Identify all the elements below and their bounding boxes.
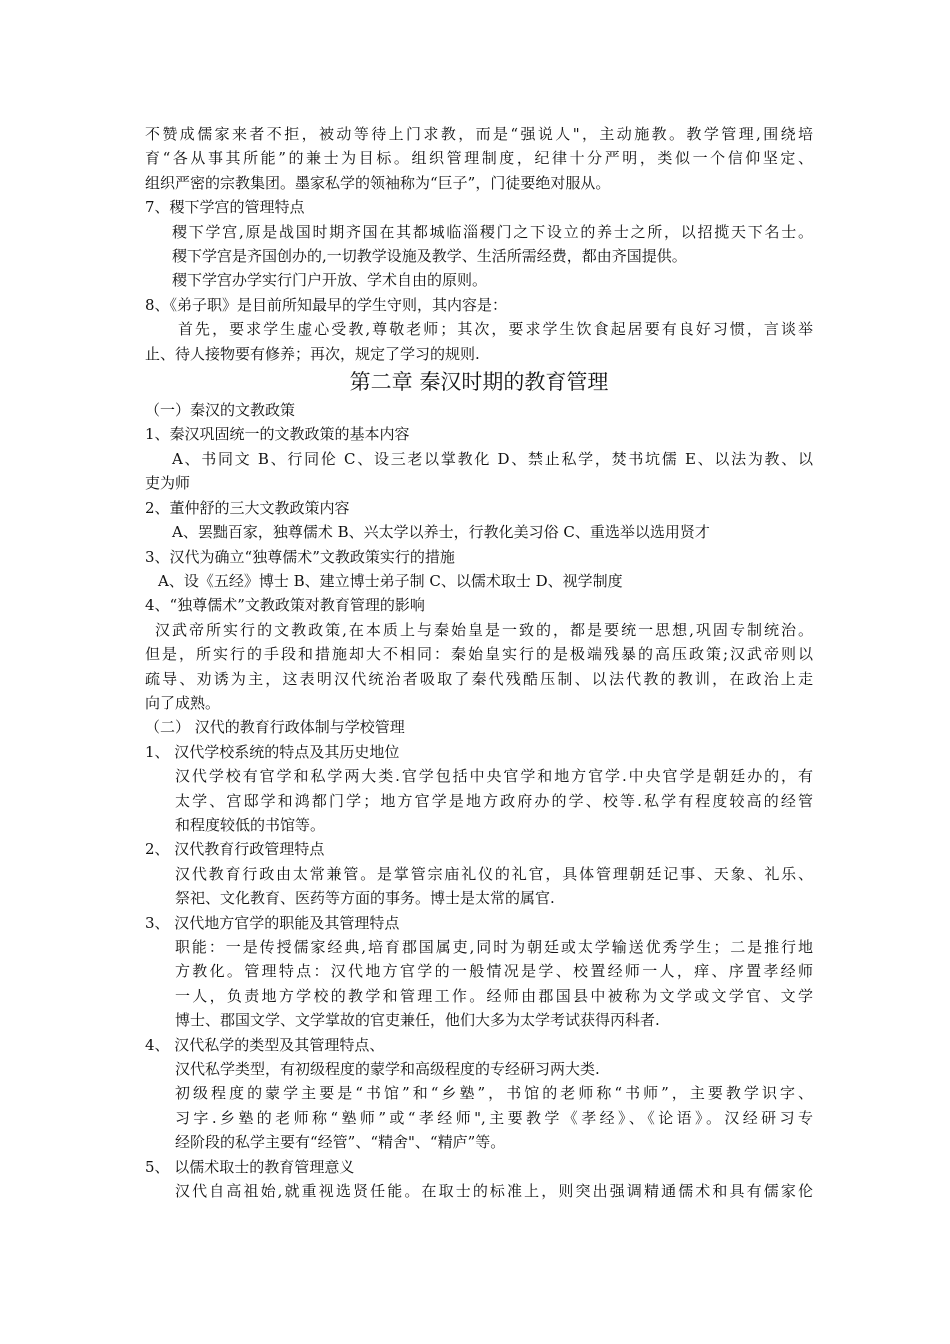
- paragraph-line: 稷下学宫是齐国创办的,一切教学设施及教学、生活所需经费，都由齐国提供。: [172, 247, 687, 266]
- paragraph-line: A、设《五经》博士 B、建立博士弟子制 C、以儒术取士 D、视学制度: [158, 571, 623, 590]
- section-heading: 2、董仲舒的三大文教政策内容: [145, 498, 350, 517]
- section-heading: 3、 汉代地方官学的职能及其管理特点: [145, 913, 400, 932]
- paragraph-line: 稷下学宫办学实行门户开放、学术自由的原则。: [172, 271, 488, 290]
- paragraph-line: 和程度较低的书馆等。: [175, 815, 326, 834]
- section-heading: 1、秦汉巩固统一的文教政策的基本内容: [145, 425, 410, 444]
- paragraph-line: 不赞成儒家来者不拒，被动等待上门求教，而是“强说人"，主动施教。教学管理,围绕培: [145, 125, 813, 143]
- paragraph-line: 方教化。管理特点：汉代地方官学的一般情况是学、校置经师一人，痒、序置孝经师: [175, 962, 813, 981]
- section-heading: 2、 汉代教育行政管理特点: [145, 840, 325, 859]
- paragraph-line: 太学、宫邸学和鸿都门学；地方官学是地方政府办的学、校等.私学有程度较高的经管: [175, 791, 813, 810]
- paragraph-line: 初级程度的蒙学主要是“书馆”和“乡塾”，书馆的老师称“书师”，主要教学识字、: [175, 1084, 813, 1103]
- section-heading: 1、 汉代学校系统的特点及其历史地位: [145, 742, 400, 761]
- section-heading: 8、《弟子职》是目前所知最早的学生守则，其内容是：: [145, 295, 508, 314]
- paragraph-line: 汉代教育行政由太常兼管。是掌管宗庙礼仪的礼官，具体管理朝廷记事、天象、礼乐、: [175, 864, 813, 883]
- paragraph-line: 一人，负责地方学校的教学和管理工作。经师由郡国县中被称为文学或文学官、文学: [175, 986, 813, 1005]
- paragraph-line: 吏为师: [145, 474, 191, 493]
- chapter-title: 第二章 秦汉时期的教育管理: [349, 370, 609, 395]
- section-heading: 3、汉代为确立“独尊儒术”文教政策实行的措施: [145, 547, 455, 566]
- paragraph-line: A、罢黜百家，独尊儒术 B、兴太学以养士，行教化美习俗 C、重选举以选用贤才: [172, 523, 710, 542]
- paragraph-line: 组织严密的宗教集团。墨家私学的领袖称为“巨子”，门徒要绝对服从。: [145, 173, 611, 192]
- section-heading: 4、 汉代私学的类型及其管理特点、: [145, 1035, 385, 1054]
- section-heading: 7、稷下学宫的管理特点: [145, 198, 305, 217]
- paragraph-line: 止、待人接物要有修养；再次，规定了学习的规则.: [145, 344, 480, 363]
- paragraph-line: 汉代学校有官学和私学两大类.官学包括中央官学和地方官学.中央官学是朝廷办的，有: [175, 767, 813, 786]
- paragraph-line: 首先，要求学生虚心受教,尊敬老师；其次，要求学生饮食起居要有良好习惯，言谈举: [178, 320, 813, 339]
- paragraph-line: 汉武帝所实行的文教政策,在本质上与秦始皇是一致的，都是要统一思想,巩固专制统治。: [155, 620, 813, 639]
- paragraph-line: A、书同文 B、行同伦 C、设三老以掌教化 D、禁止私学，焚书坑儒 E、以法为教、以: [172, 449, 813, 468]
- paragraph-line: 职能：一是传授儒家经典,培育郡国属吏,同时为朝廷或太学输送优秀学生；二是推行地: [175, 938, 813, 956]
- section-heading: 4、“独尊儒术”文教政策对教育管理的影响: [145, 596, 425, 615]
- paragraph-line: 汉代自高祖始,就重视选贤任能。在取士的标准上，则突出强调精通儒术和具有儒家伦: [175, 1182, 813, 1201]
- paragraph-line: 祭祀、文化教育、医药等方面的事务。博士是太常的属官.: [175, 889, 555, 908]
- paragraph-line: 汉代私学类型，有初级程度的蒙学和高级程度的专经研习两大类.: [175, 1060, 600, 1079]
- document-body: [145, 122, 813, 1203]
- paragraph-line: 稷下学宫,原是战国时期齐国在其都城临淄稷门之下设立的养士之所，以招揽天下名士。: [172, 222, 813, 241]
- paragraph-line: 疏导、劝诱为主，这表明汉代统治者吸取了秦代残酷压制、以法代教的教训，在政治上走: [145, 669, 813, 688]
- paragraph-line: 但是，所实行的手段和措施却大不相同：秦始皇实行的是极端残暴的高压政策;汉武帝则以: [145, 645, 813, 664]
- subsection-heading: （二） 汉代的教育行政体制与学校管理: [145, 718, 405, 737]
- subsection-heading: （一）秦汉的文教政策: [145, 401, 296, 420]
- paragraph-line: 习字.乡塾的老师称“塾师”或“孝经师",主要教学《孝经》、《论语》。汉经研习专: [175, 1108, 813, 1127]
- paragraph-line: 育“各从事其所能”的兼士为目标。组织管理制度，纪律十分严明，类似一个信仰坚定、: [145, 149, 813, 168]
- paragraph-line: 博士、郡国文学、文学掌故的官吏兼任，他们大多为太学考试获得丙科者.: [175, 1011, 660, 1030]
- paragraph-line: 经阶段的私学主要有“经管”、“精舍"、“精庐”等。: [175, 1133, 506, 1152]
- section-heading: 5、 以儒术取士的教育管理意义: [145, 1157, 355, 1176]
- paragraph-line: 向了成熟。: [145, 693, 221, 712]
